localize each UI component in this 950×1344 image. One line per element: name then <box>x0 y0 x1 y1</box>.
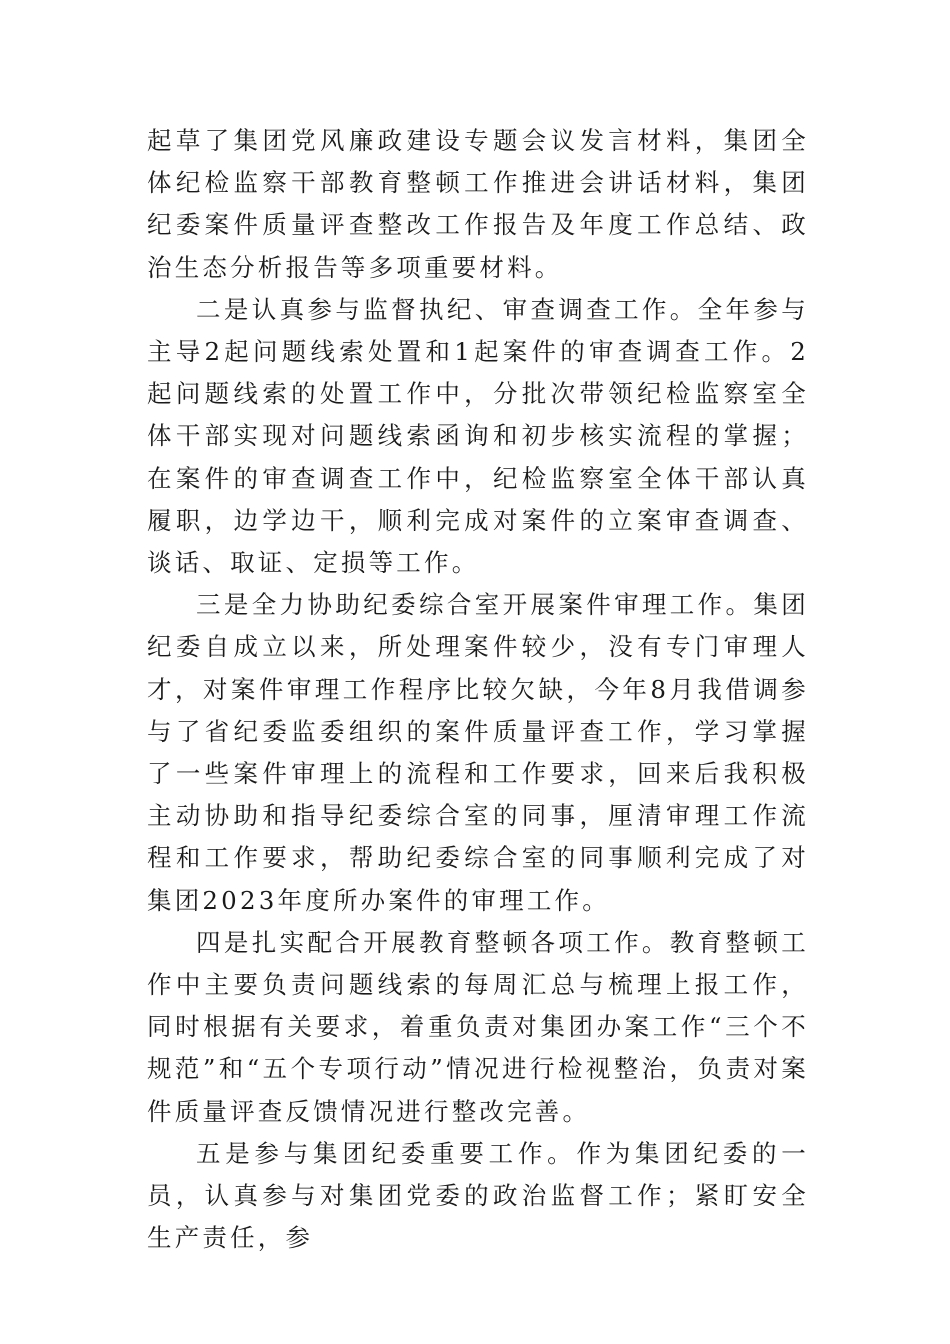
document-body <box>147 120 809 1259</box>
paragraph-item-3: 三是全力协助纪委综合室开展案件审理工作。集团纪委自成立以来，所处理案件较少，没有专门审理人才，对案件审理工作程序比较欠缺，今年8月我借调参与了省纪委监委组织的案件质量评查工作，学习掌握了一些案件审理上的流程和工作要求，回来后我积极主动协助和指导纪委综合室的同事，厘清审理工作流程和工作要求，帮助纪委综合室的同事顺利完成了对集团2023年度所办案件的审理工作。 <box>147 590 809 915</box>
paragraph-continuation: 起草了集团党风廉政建设专题会议发言材料，集团全体纪检监察干部教育整顿工作推进会讲话材料，集团纪委案件质量评查整改工作报告及年度工作总结、政治生态分析报告等多项重要材料。 <box>147 126 809 282</box>
paragraph-item-2: 二是认真参与监督执纪、审查调查工作。全年参与主导2起问题线索处置和1起案件的审查调查工作。2起问题线索的处置工作中，分批次带领纪检监察室全体干部实现对问题线索函询和初步核实流程的掌握；在案件的审查调查工作中，纪检监察室全体干部认真履职，边学边干，顺利完成对案件的立案审查调查、谈话、取证、定损等工作。 <box>147 294 809 578</box>
paragraph-item-4: 四是扎实配合开展教育整顿各项工作。教育整顿工作中主要负责问题线索的每周汇总与梳理上报工作，同时根据有关要求，着重负责对集团办案工作“三个不规范”和“五个专项行动”情况进行检视整治，负责对案件质量评查反馈情况进行整改完善。 <box>147 927 809 1126</box>
paragraph-item-5: 五是参与集团纪委重要工作。作为集团纪委的一员，认真参与对集团党委的政治监督工作；紧盯安全生产责任，参 <box>147 1138 809 1253</box>
